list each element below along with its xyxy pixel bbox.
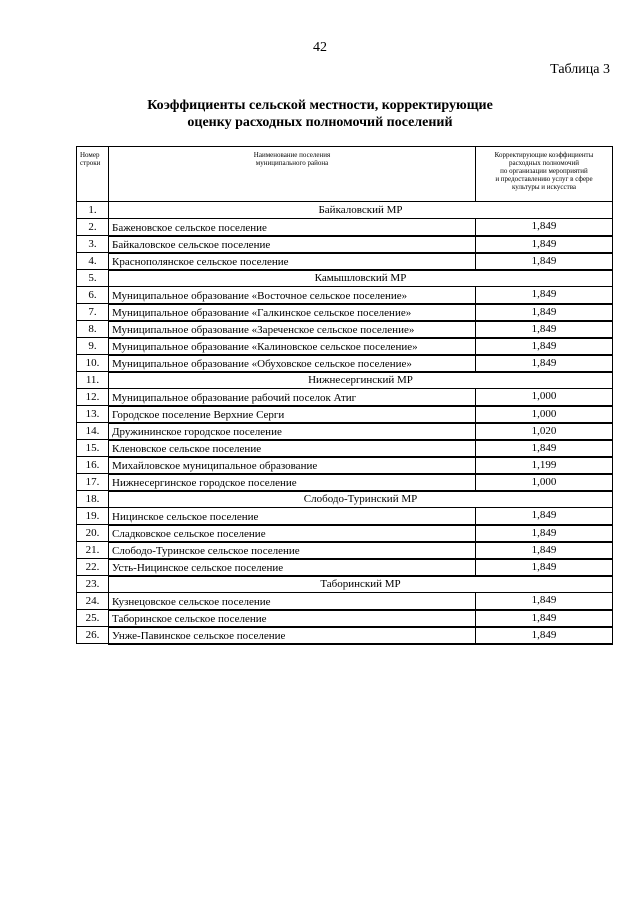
settlement-name: Унже-Павинское сельское поселение [109, 627, 476, 644]
settlement-name: Слободо-Туринское сельское поселение [109, 542, 476, 559]
table-row [77, 338, 613, 355]
coefficient-value: 1,020 [476, 423, 613, 440]
table-row [77, 423, 613, 440]
coefficient-value: 1,849 [476, 219, 613, 236]
coefficient-value: 1,849 [476, 542, 613, 559]
table-label: Таблица 3 [550, 62, 610, 77]
coefficient-value: 1,199 [476, 457, 613, 474]
table-row [77, 508, 613, 525]
coefficient-value: 1,849 [476, 559, 613, 576]
document-title [0, 97, 640, 131]
row-number: 14. [77, 423, 109, 440]
region-row [77, 491, 613, 508]
row-number: 23. [77, 576, 109, 593]
row-number: 18. [77, 491, 109, 508]
settlement-name: Баженовское сельское поселение [109, 219, 476, 236]
region-row [77, 202, 613, 219]
coefficient-value: 1,849 [476, 304, 613, 321]
row-number: 20. [77, 525, 109, 542]
coefficient-value: 1,849 [476, 440, 613, 457]
coefficient-value: 1,849 [476, 253, 613, 270]
region-name: Таборинский МР [109, 576, 613, 593]
row-number: 12. [77, 389, 109, 406]
table-row [77, 321, 613, 338]
region-name: Байкаловский МР [109, 202, 613, 219]
table-row [77, 525, 613, 542]
region-name: Слободо-Туринский МР [109, 491, 613, 508]
settlement-name: Муниципальное образование «Обуховское сельское поселение» [109, 355, 476, 372]
settlement-name: Муниципальное образование рабочий поселок Атиг [109, 389, 476, 406]
settlement-name: Кленовское сельское поселение [109, 440, 476, 457]
title-line-1: Коэффициенты сельской местности, корректирующие [147, 98, 493, 113]
coefficient-value: 1,000 [476, 406, 613, 423]
header-name [109, 147, 476, 202]
page-number: 42 [313, 40, 327, 55]
coefficients-table [76, 146, 613, 645]
table-row [77, 304, 613, 321]
coefficient-value: 1,849 [476, 627, 613, 644]
table-row [77, 287, 613, 304]
settlement-name: Сладковское сельское поселение [109, 525, 476, 542]
settlement-name: Муниципальное образование «Восточное сельское поселение» [109, 287, 476, 304]
row-number: 26. [77, 627, 109, 644]
header-coef-line: и предоставлению услуг в сфере [495, 175, 593, 183]
table-row [77, 236, 613, 253]
settlement-name: Дружининское городское поселение [109, 423, 476, 440]
settlement-name: Таборинское сельское поселение [109, 610, 476, 627]
coefficient-value: 1,000 [476, 389, 613, 406]
table-row [77, 542, 613, 559]
row-number: 5. [77, 270, 109, 287]
settlement-name: Кузнецовское сельское поселение [109, 593, 476, 610]
settlement-name: Городское поселение Верхние Серги [109, 406, 476, 423]
coefficient-value: 1,849 [476, 525, 613, 542]
row-number: 17. [77, 474, 109, 491]
row-number: 13. [77, 406, 109, 423]
title-line-2: оценку расходных полномочий поселений [187, 115, 453, 130]
coefficient-value: 1,849 [476, 338, 613, 355]
settlement-name: Михайловское муниципальное образование [109, 457, 476, 474]
header-coef-line: культуры и искусства [511, 183, 577, 191]
coefficient-value: 1,849 [476, 355, 613, 372]
header-number-line: Номер [80, 151, 100, 159]
region-row [77, 372, 613, 389]
table-row [77, 355, 613, 372]
row-number: 9. [77, 338, 109, 355]
row-number: 21. [77, 542, 109, 559]
header-coef-line: по организации мероприятий [500, 167, 588, 175]
header-name-line: муниципального района [255, 159, 329, 167]
settlement-name: Муниципальное образование «Зареченское сельское поселение» [109, 321, 476, 338]
region-row [77, 270, 613, 287]
row-number: 24. [77, 593, 109, 610]
row-number: 10. [77, 355, 109, 372]
table-row [77, 219, 613, 236]
settlement-name: Байкаловское сельское поселение [109, 236, 476, 253]
row-number: 16. [77, 457, 109, 474]
table-row [77, 627, 613, 644]
header-coefficient [476, 147, 613, 202]
table-row [77, 253, 613, 270]
coefficient-value: 1,849 [476, 610, 613, 627]
settlement-name: Муниципальное образование «Калиновское сельское поселение» [109, 338, 476, 355]
row-number: 7. [77, 304, 109, 321]
row-number: 11. [77, 372, 109, 389]
settlement-name: Ницинское сельское поселение [109, 508, 476, 525]
settlement-name: Нижнесергинское городское поселение [109, 474, 476, 491]
settlement-name: Усть-Ницинское сельское поселение [109, 559, 476, 576]
header-number-line: строки [80, 159, 101, 167]
header-coef-line: расходных полномочий [509, 159, 579, 167]
row-number: 8. [77, 321, 109, 338]
region-row [77, 576, 613, 593]
row-number: 25. [77, 610, 109, 627]
coefficient-value: 1,849 [476, 508, 613, 525]
coefficient-value: 1,849 [476, 287, 613, 304]
row-number: 15. [77, 440, 109, 457]
table-row [77, 457, 613, 474]
table-row [77, 610, 613, 627]
row-number: 19. [77, 508, 109, 525]
region-name: Камышловский МР [109, 270, 613, 287]
settlement-name: Муниципальное образование «Галкинское сельское поселение» [109, 304, 476, 321]
table-row [77, 474, 613, 491]
table-row [77, 593, 613, 610]
row-number: 22. [77, 559, 109, 576]
table-row [77, 389, 613, 406]
row-number: 3. [77, 236, 109, 253]
row-number: 2. [77, 219, 109, 236]
table-row [77, 406, 613, 423]
region-name: Нижнесергинский МР [109, 372, 613, 389]
row-number: 4. [77, 253, 109, 270]
table-body [77, 202, 613, 644]
table-header-row [77, 147, 613, 202]
table-row [77, 440, 613, 457]
header-number [77, 147, 109, 202]
header-name-line: Наименование поселения [253, 151, 331, 159]
header-coef-line: Корректирующие коэффициенты [494, 151, 594, 159]
coefficient-value: 1,000 [476, 474, 613, 491]
coefficient-value: 1,849 [476, 593, 613, 610]
coefficient-value: 1,849 [476, 236, 613, 253]
coefficient-value: 1,849 [476, 321, 613, 338]
row-number: 6. [77, 287, 109, 304]
row-number: 1. [77, 202, 109, 219]
settlement-name: Краснополянское сельское поселение [109, 253, 476, 270]
table-row [77, 559, 613, 576]
